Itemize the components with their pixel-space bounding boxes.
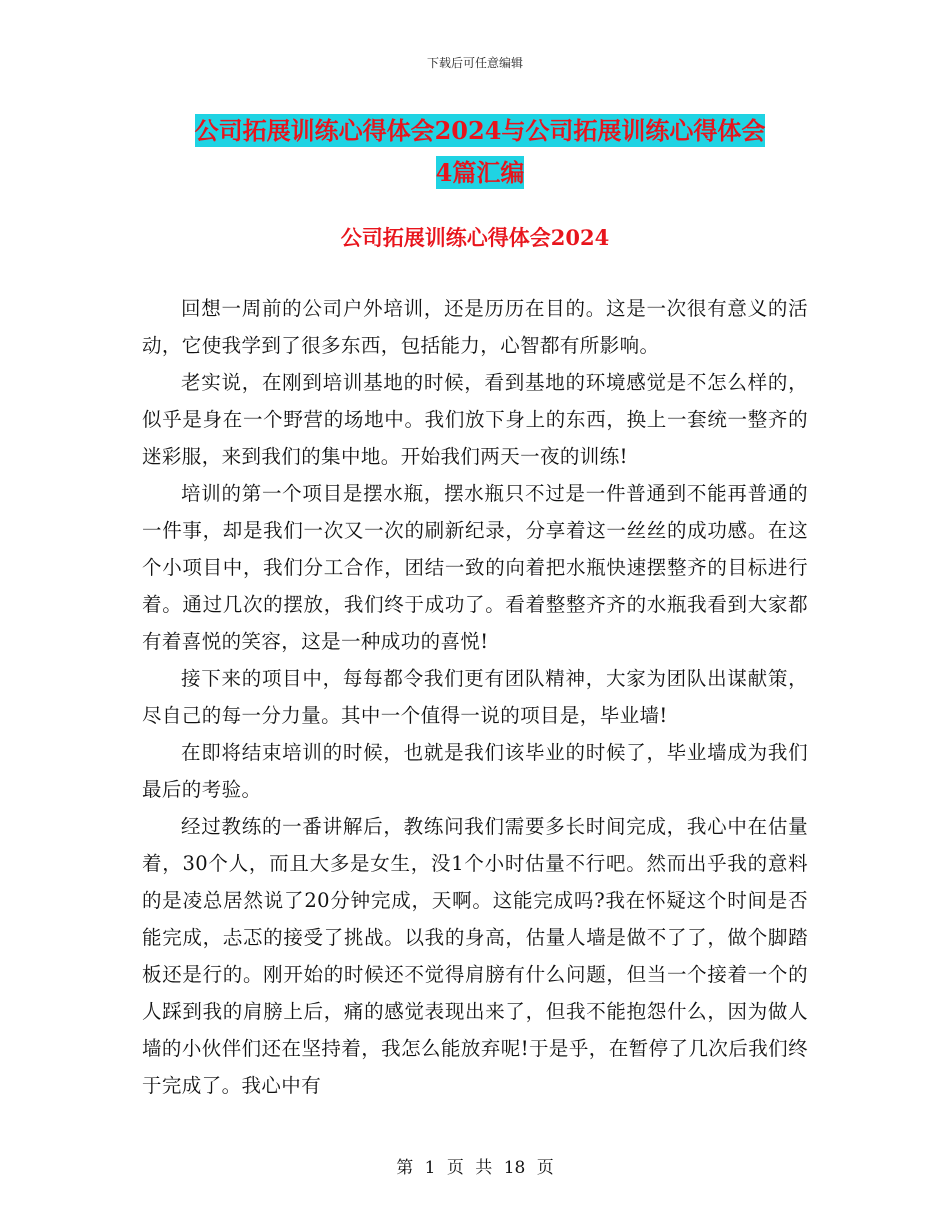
paragraph: 接下来的项目中，每每都令我们更有团队精神，大家为团队出谋献策，尽自己的每一分力量。其中一个值得一说的项目是，毕业墙!: [142, 667, 808, 727]
document-title-line-2: 4篇汇编: [435, 158, 525, 187]
body-text: [142, 290, 808, 1104]
paragraph: 经过教练的一番讲解后，教练问我们需要多长时间完成，我心中在估量着，30个人，而且大多是女生，没1个小时估量不行吧。然而出乎我的意料的是凌总居然说了20分钟完成，天啊。这能完成吗?我在怀疑这个时间是否能完成，忐忑的接受了挑战。以我的身高，估量人墙是做不了了，做个脚踏板还是行的。刚开始的时候还不觉得肩膀有什么问题，但当一个接着一个的人踩到我的肩膀上后，痛的感觉表现出来了，但我不能抱怨什么，因为做人墙的小伙伴们还在坚持着，我怎么能放弃呢!于是乎，在暂停了几次后我们终于完成了。我心中有: [142, 815, 808, 1097]
paragraph: 培训的第一个项目是摆水瓶，摆水瓶只不过是一件普通到不能再普通的一件事，却是我们一次又一次的刷新纪录，分享着这一丝丝的成功感。在这个小项目中，我们分工合作，团结一致的向着把水瓶快速摆整齐的目标进行着。通过几次的摆放，我们终于成功了。看着整整齐齐的水瓶我看到大家都有着喜悦的笑容，这是一种成功的喜悦!: [142, 482, 808, 653]
page-footer: 第 1 页 共 18 页: [396, 1158, 554, 1178]
document-title: [140, 110, 820, 194]
paragraph: 在即将结束培训的时候，也就是我们该毕业的时候了，毕业墙成为我们最后的考验。: [142, 741, 808, 801]
section-title: 公司拓展训练心得体会2024: [340, 225, 610, 250]
document-title-line-1: 公司拓展训练心得体会2024与公司拓展训练心得体会: [194, 116, 766, 145]
paragraph: 回想一周前的公司户外培训，还是历历在目的。这是一次很有意义的活动，它使我学到了很多东西，包括能力，心智都有所影响。: [142, 297, 808, 357]
paragraph: 老实说，在刚到培训基地的时候，看到基地的环境感觉是不怎么样的，似乎是身在一个野营的场地中。我们放下身上的东西，换上一套统一整齐的迷彩服，来到我们的集中地。开始我们两天一夜的训练!: [142, 371, 808, 468]
header-note: 下载后可任意编辑: [426, 56, 523, 70]
